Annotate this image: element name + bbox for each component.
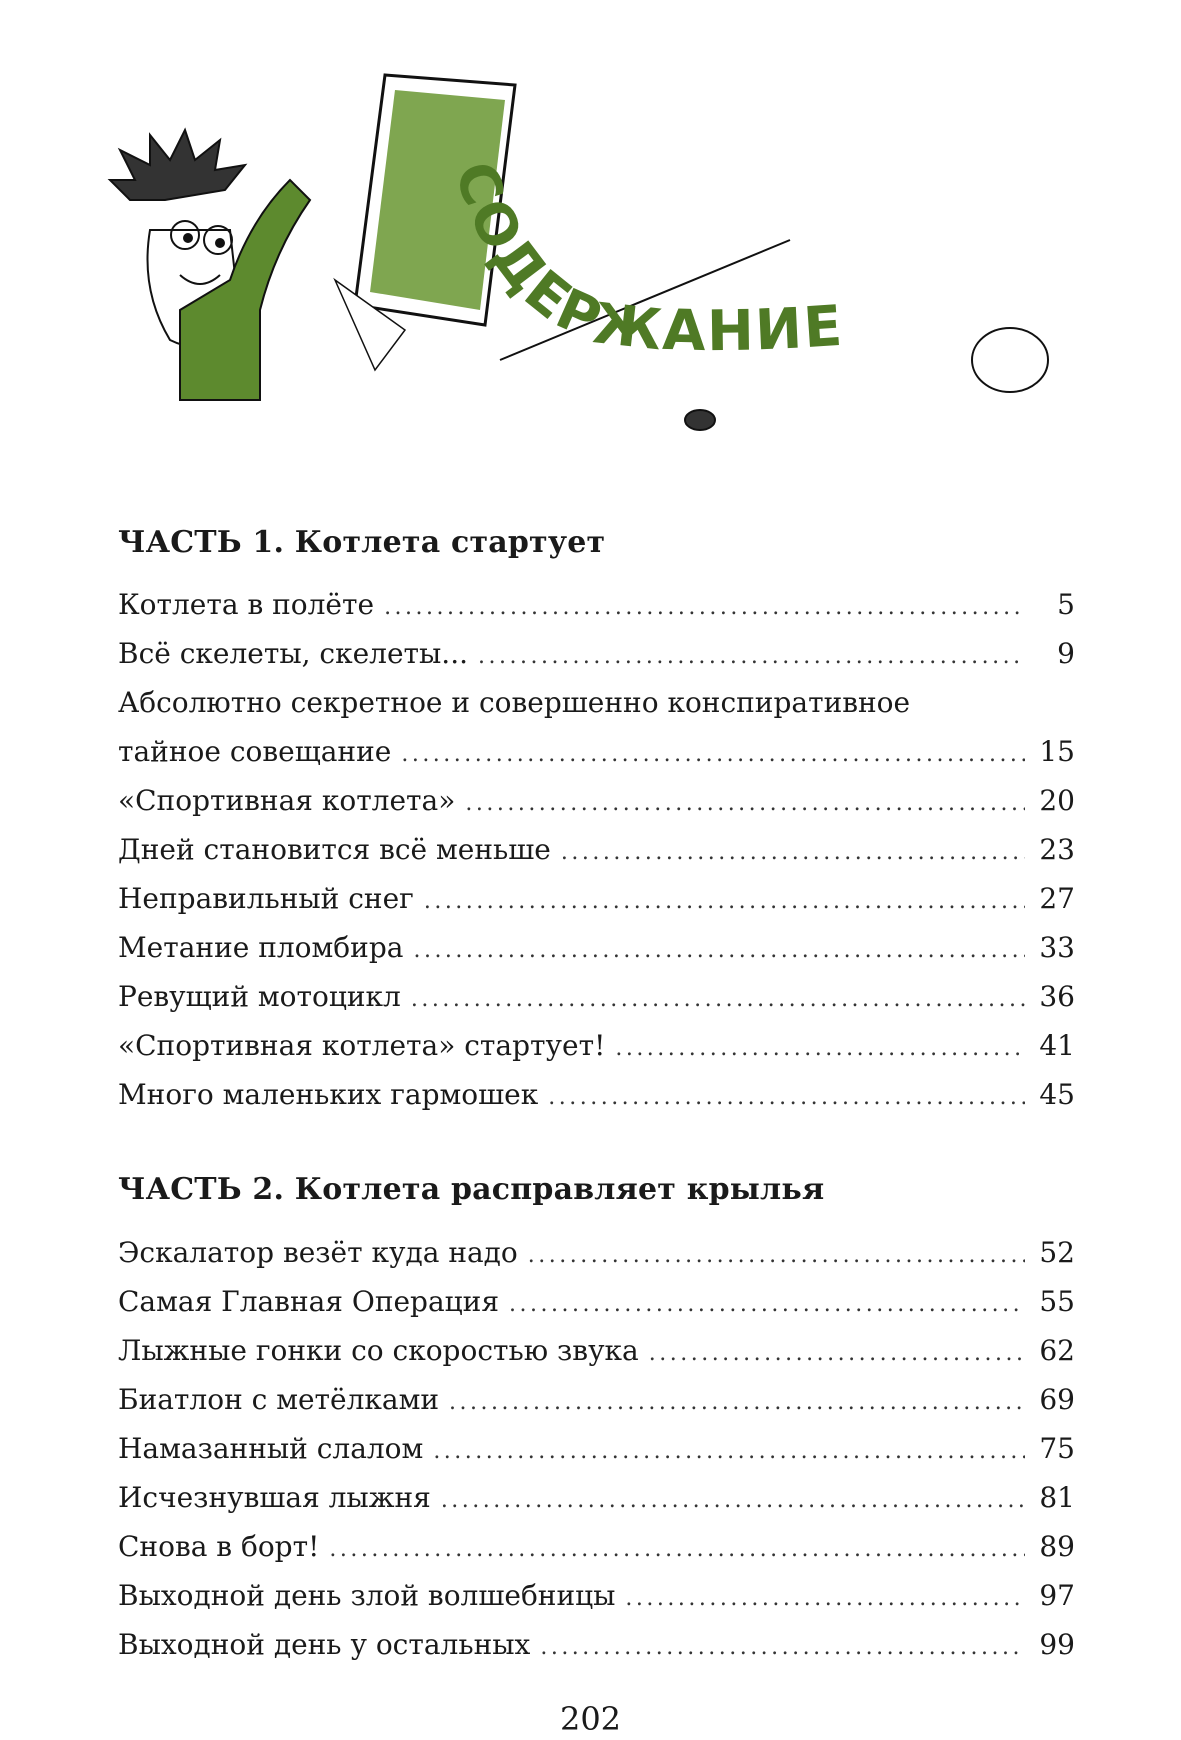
toc-entry[interactable] — [118, 1571, 1075, 1620]
contents-illustration — [0, 0, 1181, 450]
entry-page: 41 — [1039, 1029, 1075, 1062]
toc-entry[interactable] — [118, 580, 1075, 629]
entry-page: 5 — [1057, 588, 1075, 621]
toc-entry[interactable] — [118, 1620, 1075, 1669]
entry-title: Эскалатор везёт куда надо — [118, 1236, 518, 1269]
dot-leader — [540, 1623, 1025, 1672]
toc-entry[interactable] — [118, 1277, 1075, 1326]
entry-title: Метание пломбира — [118, 931, 404, 964]
part-1-title: ЧАСТЬ 1. Котлета стартует — [118, 525, 606, 560]
entry-page: 9 — [1057, 637, 1075, 670]
toc-entry[interactable] — [118, 1375, 1075, 1424]
toc-entry[interactable] — [118, 825, 1075, 874]
toc-entry[interactable] — [118, 923, 1075, 972]
dot-leader — [411, 975, 1025, 1024]
entry-page: 52 — [1039, 1236, 1075, 1269]
entry-page: 55 — [1039, 1285, 1075, 1318]
toc-entry[interactable] — [118, 678, 1075, 776]
dot-leader — [424, 877, 1025, 926]
entry-title: Биатлон с метёлками — [118, 1383, 440, 1416]
toc-entry[interactable] — [118, 1228, 1075, 1277]
toc-entry[interactable] — [118, 1473, 1075, 1522]
entry-title: Снова в борт! — [118, 1530, 320, 1563]
toc-entry[interactable] — [118, 874, 1075, 923]
entry-title: Всё скелеты, скелеты... — [118, 637, 468, 670]
entry-page: 89 — [1039, 1530, 1075, 1563]
entry-page: 23 — [1039, 833, 1075, 866]
toc-entry[interactable] — [118, 1326, 1075, 1375]
dot-leader — [528, 1231, 1025, 1280]
toc-entry[interactable] — [118, 972, 1075, 1021]
entry-title: Ревущий мотоцикл — [118, 980, 401, 1013]
part-1-toc — [118, 580, 1075, 1119]
dot-leader — [509, 1280, 1025, 1329]
dot-leader — [413, 926, 1025, 975]
entry-page: 36 — [1039, 980, 1075, 1013]
dot-leader — [441, 1476, 1025, 1525]
toc-entry[interactable] — [118, 1522, 1075, 1571]
entry-title: Дней становится всё меньше — [118, 833, 551, 866]
dot-leader — [433, 1427, 1025, 1476]
dot-leader — [561, 828, 1025, 877]
dot-leader — [649, 1329, 1025, 1378]
part-2-title: ЧАСТЬ 2. Котлета расправляет крылья — [118, 1172, 825, 1207]
entry-page: 15 — [1039, 735, 1075, 768]
lettering-contents — [441, 154, 846, 364]
entry-title: «Спортивная котлета» — [118, 784, 456, 817]
dot-leader — [465, 779, 1025, 828]
dot-leader — [625, 1574, 1025, 1623]
entry-title: Намазанный слалом — [118, 1432, 424, 1465]
entry-title: Много маленьких гармошек — [118, 1078, 539, 1111]
entry-title: Лыжные гонки со скоростью звука — [118, 1334, 639, 1367]
dot-leader — [329, 1525, 1025, 1574]
entry-title-line1: Абсолютно секретное и совершенно конспиративное — [118, 686, 911, 719]
lettering-text: СОДЕРЖАНИЕ — [441, 154, 846, 365]
boy-figure — [110, 130, 310, 400]
entry-page: 27 — [1039, 882, 1075, 915]
toc-entry[interactable] — [118, 1424, 1075, 1473]
toc-entry[interactable] — [118, 776, 1075, 825]
dot-leader — [615, 1024, 1025, 1073]
dot-leader — [384, 583, 1025, 632]
toc-entry[interactable] — [118, 1070, 1075, 1119]
page-number: 202 — [559, 1700, 622, 1738]
dot-leader — [401, 730, 1025, 779]
entry-title: Неправильный снег — [118, 882, 414, 915]
entry-page: 33 — [1039, 931, 1075, 964]
entry-title: «Спортивная котлета» стартует! — [118, 1029, 606, 1062]
entry-title: Исчезнувшая лыжня — [118, 1481, 431, 1514]
entry-page: 81 — [1039, 1481, 1075, 1514]
toc-entry[interactable] — [118, 1021, 1075, 1070]
entry-title: Самая Главная Операция — [118, 1285, 499, 1318]
entry-page: 99 — [1039, 1628, 1075, 1661]
entry-page: 45 — [1039, 1078, 1075, 1111]
entry-title: Котлета в полёте — [118, 588, 375, 621]
entry-title-line2: тайное совещание — [118, 735, 392, 768]
entry-title: Выходной день злой волшебницы — [118, 1579, 616, 1612]
dot-leader — [449, 1378, 1025, 1427]
entry-page: 20 — [1039, 784, 1075, 817]
entry-page: 75 — [1039, 1432, 1075, 1465]
part-2-toc — [118, 1228, 1075, 1669]
entry-page: 62 — [1039, 1334, 1075, 1367]
entry-title: Выходной день у остальных — [118, 1628, 531, 1661]
entry-page: 69 — [1039, 1383, 1075, 1416]
dot-leader — [548, 1073, 1025, 1122]
entry-page: 97 — [1039, 1579, 1075, 1612]
dot-leader — [478, 632, 1025, 681]
toc-entry[interactable] — [118, 629, 1075, 678]
